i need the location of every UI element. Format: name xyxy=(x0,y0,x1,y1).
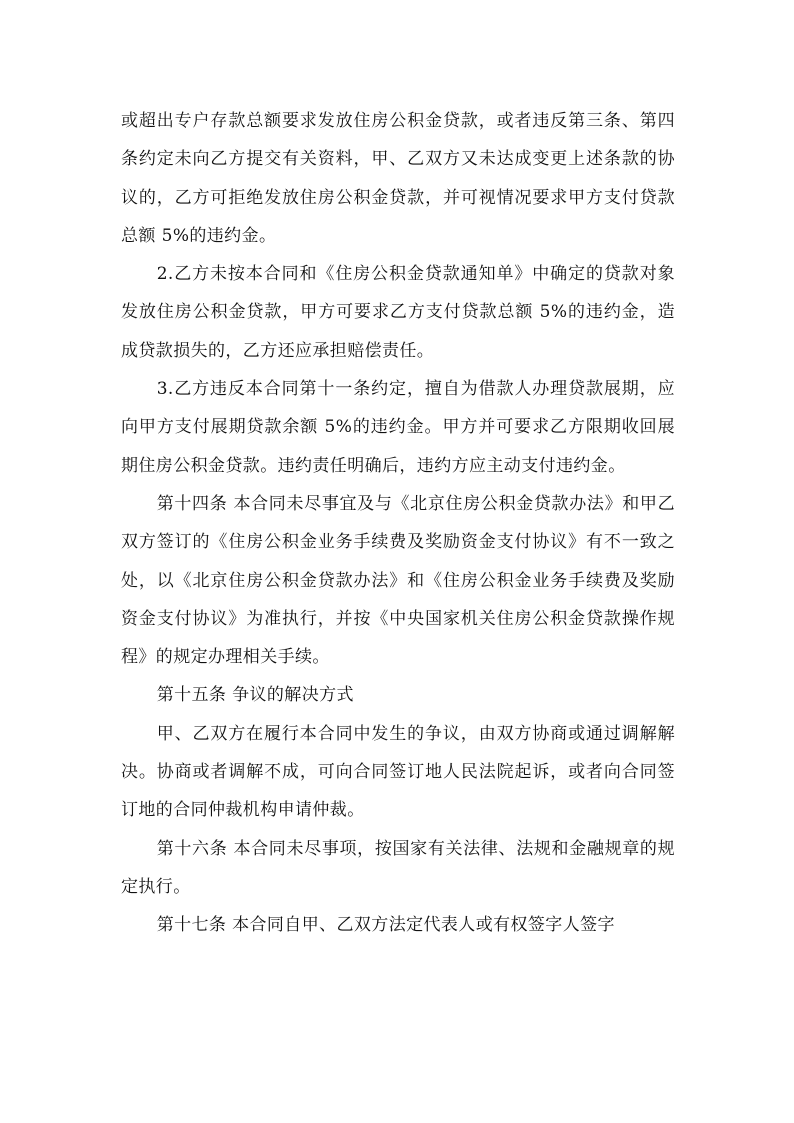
paragraph-article-14: 第十四条 本合同未尽事宜及与《北京住房公积金贷款办法》和甲乙双方签订的《住房公积金业务手续费及奖励资金支付协议》有不一致之处，以《北京住房公积金贷款办法》和《住房公积金业务手续费及奖励资金支付协议》为准执行，并按《中央国家机关住房公积金贷款操作规程》的规定办理相关手续。 xyxy=(121,493,675,668)
paragraph-dispute-resolution: 甲、乙双方在履行本合同中发生的争议，由双方协商或通过调解解决。协商或者调解不成，可向合同签订地人民法院起诉，或者向合同签订地的合同仲裁机构申请仲裁。 xyxy=(121,723,675,821)
paragraph-clause-2: 2.乙方未按本合同和《住房公积金贷款通知单》中确定的贷款对象发放住房公积金贷款，甲方可要求乙方支付贷款总额 5%的违约金，造成贷款损失的，乙方还应承担赔偿责任。 xyxy=(121,264,675,361)
paragraph-article-16: 第十六条 本合同未尽事项，按国家有关法律、法规和金融规章的规定执行。 xyxy=(121,838,675,897)
heading-article-15: 第十五条 争议的解决方式 xyxy=(156,685,354,706)
contract-text xyxy=(121,102,675,945)
paragraph-article-17: 第十七条 本合同自甲、乙双方法定代表人或有权签字人签字 xyxy=(156,915,615,936)
paragraph-continuation: 或超出专户存款总额要求发放住房公积金贷款，或者违反第三条、第四条约定未向乙方提交有关资料，甲、乙双方又未达成变更上述条款的协议的，乙方可拒绝发放住房公积金贷款，并可视情况要求甲方支付贷款总额 5%的违约金。 xyxy=(121,111,675,246)
paragraph-clause-3: 3.乙方违反本合同第十一条约定，擅自为借款人办理贷款展期，应向甲方支付展期贷款余额 5%的违约金。甲方并可要求乙方限期收回展期住房公积金贷款。违约责任明确后，违约方应主动支付违约金。 xyxy=(121,379,675,476)
